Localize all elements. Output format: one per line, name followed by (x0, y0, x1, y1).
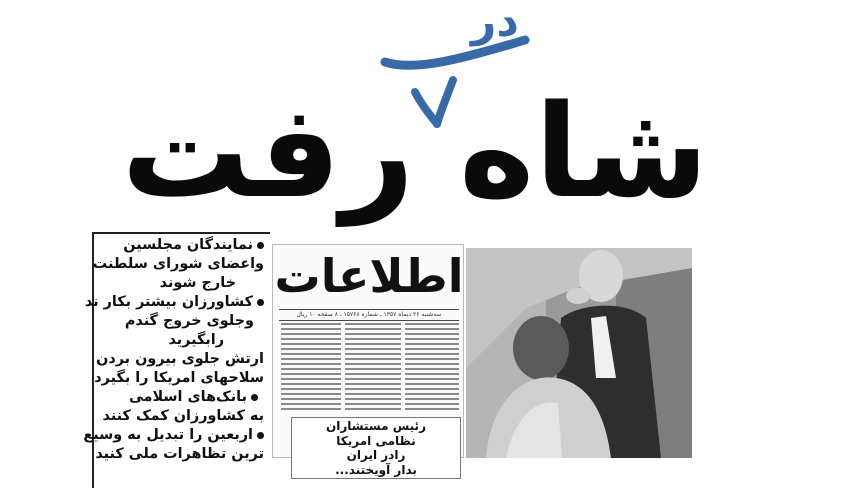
bullet-line: سلاحهای امریکا را بگیرد (94, 370, 264, 386)
bullet-line: خارج شوند (159, 275, 236, 291)
article-text-column-middle (345, 323, 401, 415)
newspaper-clipping (272, 244, 464, 477)
bullet-line: وجلوی خروج گندم (124, 313, 254, 329)
bullet-line: نمایندگان مجلسین (98, 236, 264, 255)
bullet-line: اربعین را تبدیل به وسیع (98, 426, 264, 445)
bullet-line: ارتش جلوی بیرون بردن (96, 351, 264, 367)
article-text-column-right (405, 323, 459, 415)
bullet-line: ترین تظاهرات ملی کنید (95, 446, 264, 462)
bullet-dot-icon (251, 394, 258, 401)
overlay-word: در (471, 0, 519, 47)
news-photo (466, 248, 692, 458)
newspaper-dateline: سه‌شنبه ۲۶ دیماه ۱۳۵۷ ـ شماره ۱۵۷۶۸ ـ ۸ صفحه ۱۰ ریال (279, 309, 459, 321)
bulleted-demands (83, 232, 270, 488)
bullet-line: واعضای شورای سلطنت (92, 256, 264, 272)
bullet-dot-icon (257, 242, 264, 249)
article-subheadline: رئیس مستشاران نظامی امریکا رادر ایران بدار آویختند... (291, 417, 461, 479)
bullet-line: کشاورزان بیشتر بکار ند (98, 293, 264, 312)
bullet-line: رابگیرید (168, 332, 224, 348)
blue-overlay-annotation (375, 0, 555, 130)
main-headline: شاه رفت (121, 78, 709, 227)
bullet-dot-icon (257, 299, 264, 306)
bullet-line: بانک‌های اسلامی (98, 388, 264, 407)
bullet-line: به کشاورزان کمک کنند (102, 408, 264, 424)
article-text-column-left (281, 323, 341, 415)
bullet-dot-icon (257, 432, 264, 439)
newspaper-masthead: اطلاعات (274, 249, 464, 303)
